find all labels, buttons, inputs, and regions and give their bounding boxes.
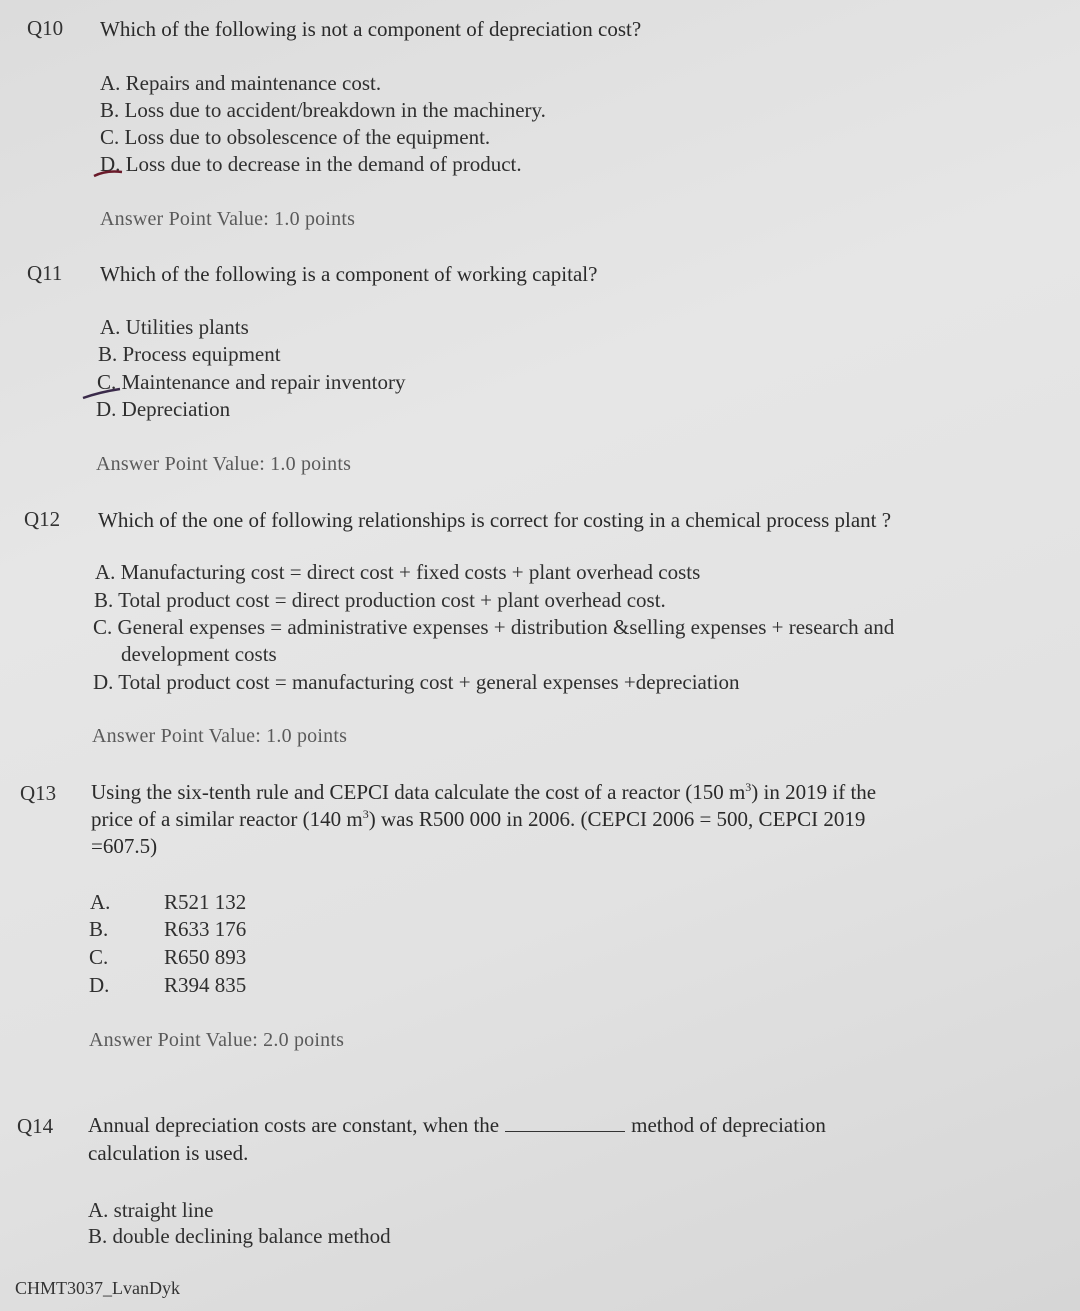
question-text-part: Annual depreciation costs are constant, when the [88,1113,500,1137]
option-b: B. double declining balance method [88,1224,391,1248]
option-c: C. Maintenance and repair inventory [97,370,406,394]
course-code-footer: CHMT3037_LvanDyk [15,1278,180,1298]
question-number: Q12 [24,507,61,531]
question-text-line-1 [88,1112,826,1139]
question-text-line-1 [91,779,876,806]
option-d: D. Total product cost = manufacturing cost + general expenses +depreciation [93,670,740,694]
option-c: C. Loss due to obsolescence of the equipment. [100,125,491,149]
question-number: Q14 [17,1114,54,1138]
answer-point-value: Answer Point Value: 1.0 points [92,725,348,747]
option-value-c: R650 893 [164,945,247,969]
option-letter-c: C. [89,945,109,969]
option-c: C. General expenses = administrative expenses + distribution &selling expenses + research and [93,615,895,639]
superscript: 3 [362,807,369,821]
option-value-b: R633 176 [164,917,247,941]
question-text-part: ) was R500 000 in 2006. (CEPCI 2006 = 500, CEPCI 2019 [368,807,866,831]
fill-in-blank [505,1113,625,1132]
option-value-d: R394 835 [164,973,247,997]
option-value-a: R521 132 [164,890,247,914]
option-b: B. Loss due to accident/breakdown in the machinery. [100,98,546,122]
option-letter-b: B. [89,917,109,941]
option-c-continued: development costs [121,642,277,666]
question-text: Which of the following is a component of working capital? [100,262,598,286]
option-d: D. Depreciation [96,397,231,421]
question-number: Q13 [20,781,57,805]
question-number: Q11 [27,261,63,285]
question-text-part: price of a similar reactor (140 m [91,807,363,831]
question-text-line-3: =607.5) [91,834,158,858]
question-number: Q10 [27,16,64,40]
option-a: A. Utilities plants [100,315,249,339]
question-text-part: ) in 2019 if the [751,780,877,804]
option-d: D. Loss due to decrease in the demand of product. [100,152,522,176]
question-text-part: method of depreciation [631,1113,826,1137]
question-text-part: Using the six-tenth rule and CEPCI data calculate the cost of a reactor (150 m [91,780,746,804]
option-letter-a: A. [90,890,111,914]
superscript: 3 [745,780,752,794]
option-b: B. Process equipment [98,342,281,366]
question-text: Which of the following is not a component of depreciation cost? [100,17,642,41]
pen-underline-mark [92,166,128,180]
answer-point-value: Answer Point Value: 1.0 points [100,208,356,230]
option-a: A. Repairs and maintenance cost. [100,71,382,95]
option-a: A. Manufacturing cost = direct cost + fixed costs + plant overhead costs [95,560,701,584]
option-letter-d: D. [89,973,110,997]
question-text: Which of the one of following relationships is correct for costing in a chemical process plant ? [98,508,892,532]
pen-tick-mark [80,384,124,402]
question-text-line-2 [91,806,865,833]
option-a: A. straight line [88,1198,214,1222]
answer-point-value: Answer Point Value: 2.0 points [89,1029,345,1051]
answer-point-value: Answer Point Value: 1.0 points [96,453,352,475]
option-b: B. Total product cost = direct production cost + plant overhead cost. [94,588,666,612]
question-text-line-2: calculation is used. [88,1141,249,1165]
